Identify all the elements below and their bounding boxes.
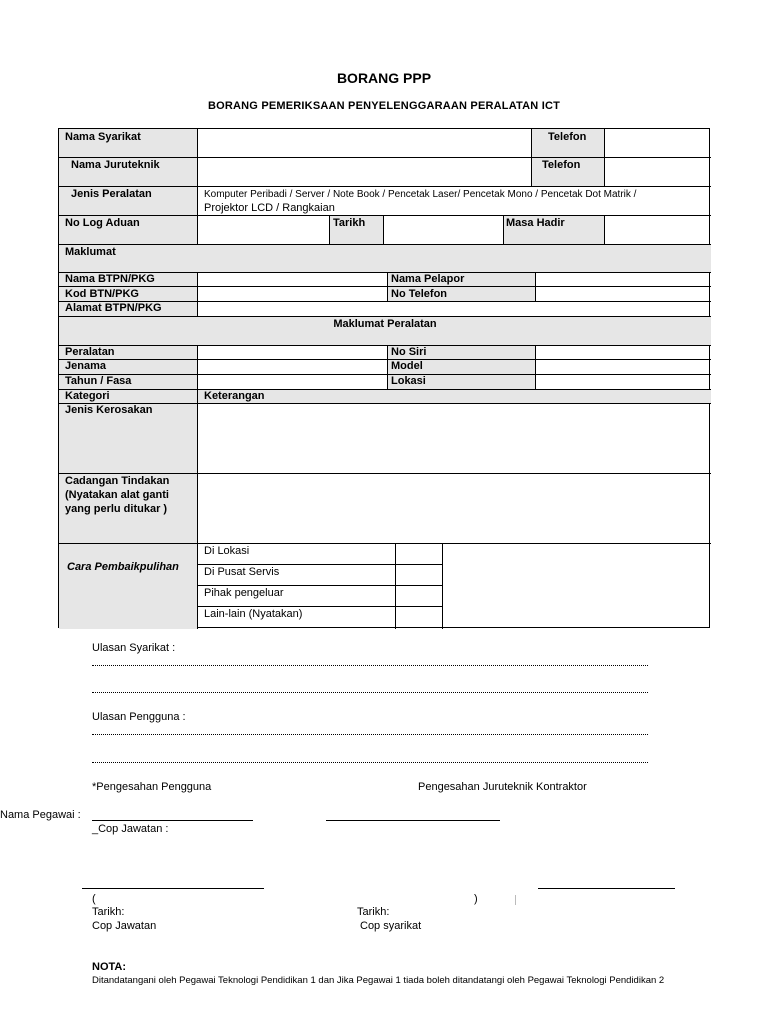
cursor-mark [515,895,516,905]
option-di-lokasi: Di Lokasi [204,545,250,557]
label-cop-jawatan-2: Cop Jawatan [92,920,157,932]
option-lain-lain: Lain-lain (Nyatakan) [204,608,303,620]
rule [197,543,198,629]
label-tahun-fasa: Tahun / Fasa [65,375,132,387]
rule [197,345,198,543]
rule [604,215,605,244]
shade-kategori-row [59,389,711,403]
label-alamat-btpn: Alamat BTPN/PKG [65,302,162,314]
rule [197,585,442,586]
signature-line-kontraktor [538,888,675,889]
label-nama-pelapor: Nama Pelapor [391,273,465,285]
signature-line-juruteknik [326,820,500,821]
rule [59,157,711,158]
label-masa-hadir: Masa Hadir [506,217,565,229]
label-maklumat-peralatan: Maklumat Peralatan [333,318,437,330]
rule [197,606,442,607]
paren-close: ) [474,893,478,905]
nota-text: Ditandatangani oleh Pegawai Teknologi Pendidikan 1 dan Jika Pegawai 1 tiada boleh ditandatangi oleh Pegawai Teknologi Pendidikan 2 [92,975,665,986]
label-maklumat: Maklumat [65,246,116,258]
rule [59,215,711,216]
label-telefon-2: Telefon [542,159,581,171]
ulasan-syarikat-line-2 [92,692,648,693]
form-subtitle: BORANG PEMERIKSAAN PENYELENGGARAAN PERALATAN ICT [207,100,561,112]
paren-open: ( [92,893,96,905]
rule [59,272,711,273]
rule [59,286,711,287]
jenis-peralatan-options-line1: Komputer Peribadi / Server / Note Book / Pencetak Laser/ Pencetak Mono / Pencetak Dot Matrik / [204,189,637,200]
label-nama-pegawai: Nama Pegawai : [0,809,81,821]
label-no-log-aduan: No Log Aduan [65,217,140,229]
label-jenis-peralatan: Jenis Peralatan [71,188,152,200]
label-cara-pembaikpulihan: Cara Pembaikpulihan [67,561,179,573]
ulasan-pengguna-line-1 [92,734,648,735]
label-no-telefon: No Telefon [391,288,448,300]
label-kategori: Kategori [65,390,110,402]
ulasan-pengguna-line-2 [92,762,648,763]
label-cadangan-line3: yang perlu ditukar ) [65,503,168,515]
label-nama-btpn: Nama BTPN/PKG [65,273,155,285]
signature-line-nama-pegawai [92,820,253,821]
option-di-pusat-servis: Di Pusat Servis [204,566,280,578]
rule [59,403,711,404]
rule [387,272,388,301]
rule [329,215,330,244]
rule [59,244,711,245]
label-tarikh-left: Tarikh: [92,906,125,918]
rule [442,543,443,629]
rule [59,316,711,317]
label-cadangan-line1: Cadangan Tindakan [65,475,170,487]
ulasan-syarikat-line-1 [92,665,648,666]
rule [59,186,711,187]
rule [387,345,388,389]
label-tarikh: Tarikh [333,217,366,229]
label-cop-jawatan: _Cop Jawatan : [92,823,169,835]
label-tarikh-right: Tarikh: [357,906,390,918]
label-cop-syarikat: Cop syarikat [360,920,422,932]
label-pengesahan-juruteknik: Pengesahan Juruteknik Kontraktor [418,781,587,793]
rule [59,374,711,375]
rule [535,272,536,301]
rule [197,272,198,316]
shade-cara [59,543,197,629]
rule [503,215,504,244]
label-cadangan-line2: (Nyatakan alat ganti [65,489,169,501]
label-ulasan-syarikat: Ulasan Syarikat : [92,642,176,654]
rule [535,345,536,389]
label-ulasan-pengguna: Ulasan Pengguna : [92,711,186,723]
rule [59,345,711,346]
rule [531,129,532,186]
label-model: Model [391,360,423,372]
label-peralatan: Peralatan [65,346,115,358]
jenis-peralatan-options-line2: Projektor LCD / Rangkaian [204,202,335,214]
signature-line-pengguna [82,888,264,889]
rule [59,359,711,360]
rule [59,473,711,474]
rule [395,543,396,629]
label-lokasi: Lokasi [391,375,426,387]
rule [197,129,198,244]
label-pengesahan-pengguna: *Pengesahan Pengguna [92,781,212,793]
label-no-siri: No Siri [391,346,427,358]
label-telefon-1: Telefon [548,131,587,143]
label-nota: NOTA: [92,961,127,973]
shade-maklumat [59,244,711,272]
rule [197,564,442,565]
label-keterangan: Keterangan [204,390,265,402]
label-kod-btn: Kod BTN/PKG [65,288,139,300]
rule [383,215,384,244]
rule [59,543,711,544]
label-nama-syarikat: Nama Syarikat [65,131,141,143]
label-jenama: Jenama [65,360,106,372]
label-nama-juruteknik: Nama Juruteknik [71,159,160,171]
label-jenis-kerosakan: Jenis Kerosakan [65,404,153,416]
form-title: BORANG PPP [336,70,432,86]
inspection-form-table [58,128,710,628]
rule [59,389,711,390]
option-pihak-pengeluar: Pihak pengeluar [204,587,284,599]
rule [604,129,605,186]
